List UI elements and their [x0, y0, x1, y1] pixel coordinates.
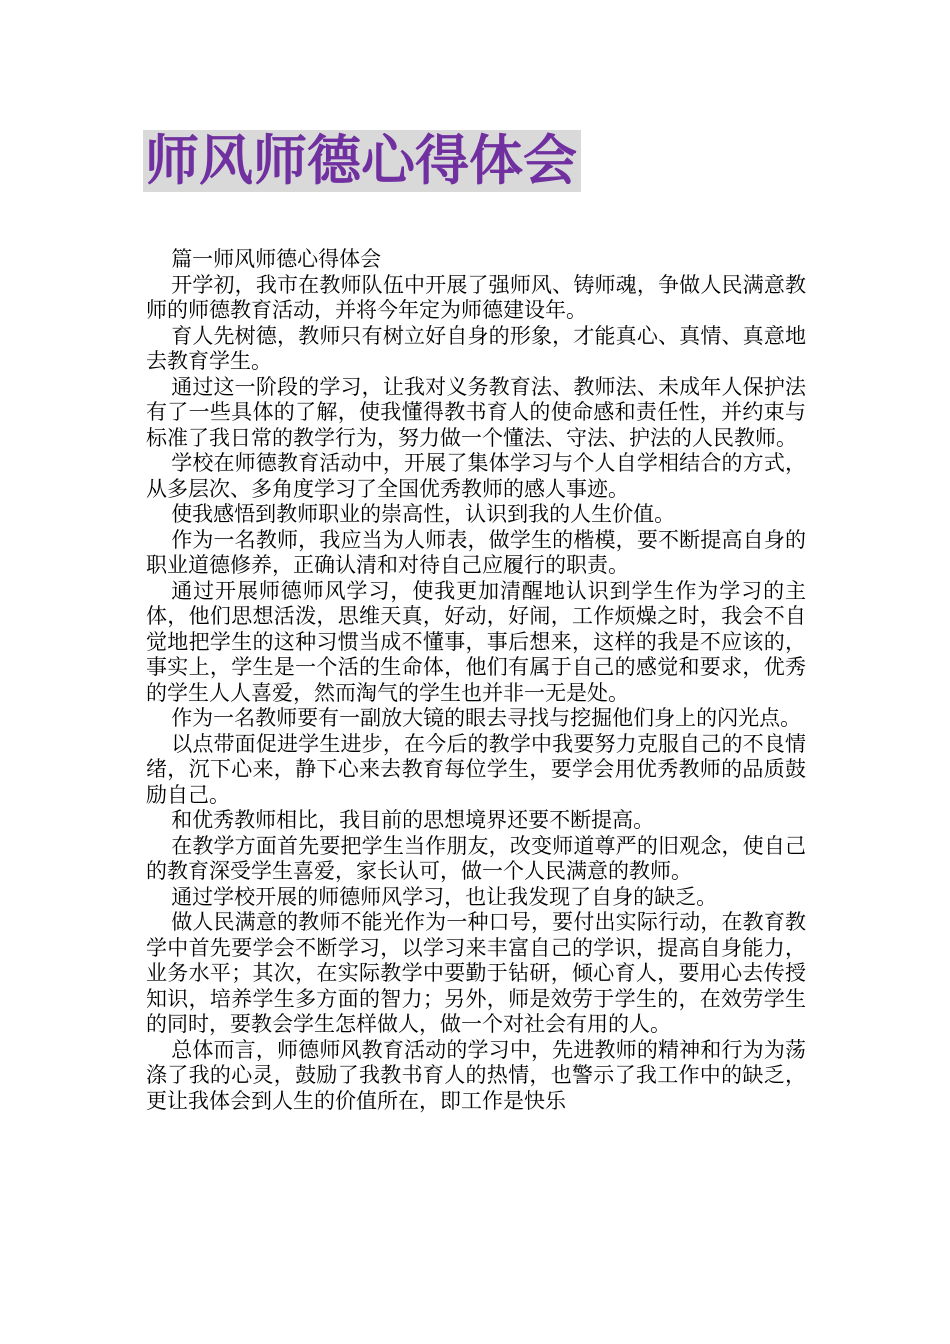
- paragraph: 篇一师风师德心得体会: [171, 247, 382, 271]
- paragraph: 学校在师德教育活动中，开展了集体学习与个人自学相结合的方式，从多层次、多角度学习了全国优秀教师的感人事迹。: [146, 451, 806, 501]
- paragraph: 以点带面促进学生进步，在今后的教学中我要努力克服自己的不良情绪，沉下心来，静下心来去教育每位学生，要学会用优秀教师的品质鼓励自己。: [146, 731, 806, 807]
- paragraph: 通过学校开展的师德师风学习，也让我发现了自身的缺乏。: [171, 884, 718, 909]
- paragraph: 作为一名教师，我应当为人师表，做学生的楷模，要不断提高自身的职业道德修养，正确认清和对待自己应履行的职责。: [146, 527, 806, 577]
- paragraph: 通过这一阶段的学习，让我对义务教育法、教师法、未成年人保护法有了一些具体的了解，使我懂得教书育人的使命感和责任性，并约束与标准了我日常的教学行为，努力做一个懂法、守法、护法的人民教师。: [146, 374, 806, 450]
- paragraph: 作为一名教师要有一副放大镜的眼去寻找与挖掘他们身上的闪光点。: [171, 706, 802, 730]
- paragraph: 和优秀教师相比，我目前的思想境界还要不断提高。: [171, 808, 655, 832]
- paragraph: 使我感悟到教师职业的崇高性，认识到我的人生价值。: [171, 502, 676, 526]
- paragraph: 育人先树德，教师只有树立好自身的形象，才能真心、真情、真意地去教育学生。: [146, 323, 806, 373]
- paragraph: 总体而言，师德师风教育活动的学习中，先进教师的精神和行为为荡涤了我的心灵，鼓励了我教书育人的热情，也警示了我工作中的缺乏，更让我体会到人生的价值所在，即工作是快乐: [146, 1037, 806, 1113]
- paragraph: 开学初，我市在教师队伍中开展了强师风、铸师魂，争做人民满意教师的师德教育活动，并将今年定为师德建设年。: [146, 272, 806, 322]
- title-block: [143, 130, 581, 192]
- paragraph: 在教学方面首先要把学生当作朋友，改变师道尊严的旧观念，使自己的教育深受学生喜爱，家长认可，做一个人民满意的教师。: [146, 833, 806, 883]
- paragraph: 通过开展师德师风学习，使我更加清醒地认识到学生作为学习的主体，他们思想活泼，思维天真，好动，好闹，工作烦燥之时，我会不自觉地把学生的这种习惯当成不懂事，事后想来，这样的我是不应该的，事实上，学生是一个活的生命体，他们有属于自己的感觉和要求，优秀的学生人人喜爱，然而淘气的学生也并非一无是处。: [146, 578, 806, 705]
- document-title: 师风师德心得体会: [143, 130, 581, 192]
- document-body: [146, 247, 806, 1114]
- paragraph: 做人民满意的教师不能光作为一种口号，要付出实际行动，在教育教学中首先要学会不断学习，以学习来丰富自己的学识，提高自身能力，业务水平；其次，在实际教学中要勤于钻研，倾心育人，要用心去传授知识，培养学生多方面的智力；另外，师是效劳于学生的，在效劳学生的同时，要教会学生怎样做人，做一个对社会有用的人。: [146, 910, 806, 1036]
